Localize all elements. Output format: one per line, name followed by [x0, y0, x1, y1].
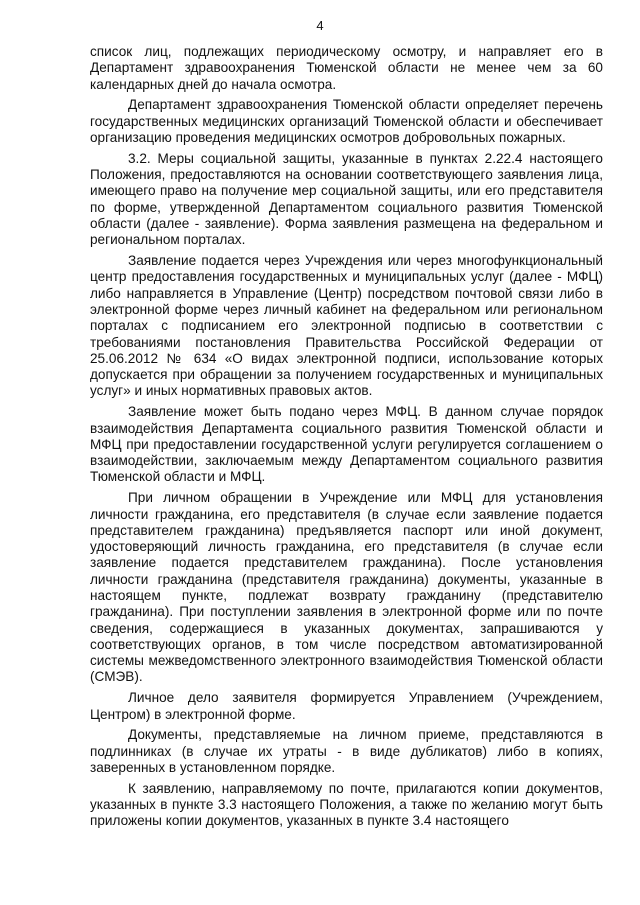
- paragraph: К заявлению, направляемому по почте, прилагаются копии документов, указанных в пункте 3.3 настоящего Положения, а также по желанию могут быть приложены копии документов, указанных в пункте 3.4 настоящего: [90, 780, 603, 829]
- paragraph: Департамент здравоохранения Тюменской области определяет перечень государственных медицинских организаций Тюменской области и обеспечивает организацию проведения медицинских осмотров добровольных пожарных.: [90, 97, 603, 145]
- paragraph: При личном обращении в Учреждение или МФЦ для установления личности гражданина, его представителя (в случае если заявление подается представителем гражданина) предъявляется паспорт или иной документ, удостоверяющий личность гражданина, его представителя (в случае если заявление подается представителем гражданина). После установления личности гражданина (представителя гражданина) документы, указанные в настоящем пункте, подлежат возврату гражданину (представителю гражданина). При поступлении заявления в электронной форме или по почте сведения, содержащиеся в указанных документах, запрашиваются у соответствующих органов, в том числе посредством автоматизированной системы межведомственного электронного взаимодействия Тюменской области (СМЭВ).: [90, 490, 603, 685]
- paragraph-continuation: список лиц, подлежащих периодическому осмотру, и направляет его в Департамент здравоохранения Тюменской области не менее чем за 60 календарных дней до начала осмотра.: [90, 44, 603, 92]
- document-body: [90, 44, 603, 834]
- page-number: 4: [316, 18, 324, 33]
- paragraph: Личное дело заявителя формируется Управлением (Учреждением, Центром) в электронной форме.: [90, 690, 603, 722]
- paragraph: Заявление может быть подано через МФЦ. В данном случае порядок взаимодействия Департамента социального развития Тюменской области и МФЦ при предоставлении государственной услуги регулируется соглашением о взаимодействии, заключаемым между Департаментом социального развития Тюменской области и МФЦ.: [90, 404, 603, 485]
- paragraph: Документы, представляемые на личном приеме, представляются в подлинниках (в случае их утраты - в виде дубликатов) либо в копиях, заверенных в установленном порядке.: [90, 727, 603, 775]
- paragraph: Заявление подается через Учреждения или через многофункциональный центр предоставления государственных и муниципальных услуг (далее - МФЦ) либо направляется в Управление (Центр) посредством почтовой связи либо в электронной форме через личный кабинет на федеральном или региональном порталах с подписанием его электронной подписью в соответствии с требованиями постановления Правительства Российской Федерации от 25.06.2012 № 634 «О видах электронной подписи, использование которых допускается при обращении за получением государственных и муниципальных услуг» и иных нормативных правовых актов.: [90, 253, 603, 399]
- paragraph-3-2: 3.2. Меры социальной защиты, указанные в пунктах 2.22.4 настоящего Положения, предоставляются на основании соответствующего заявления лица, имеющего право на получение мер социальной защиты, или его представителя по форме, утвержденной Департаментом социального развития Тюменской области (далее - заявление). Форма заявления размещена на федеральном и региональном порталах.: [90, 150, 603, 248]
